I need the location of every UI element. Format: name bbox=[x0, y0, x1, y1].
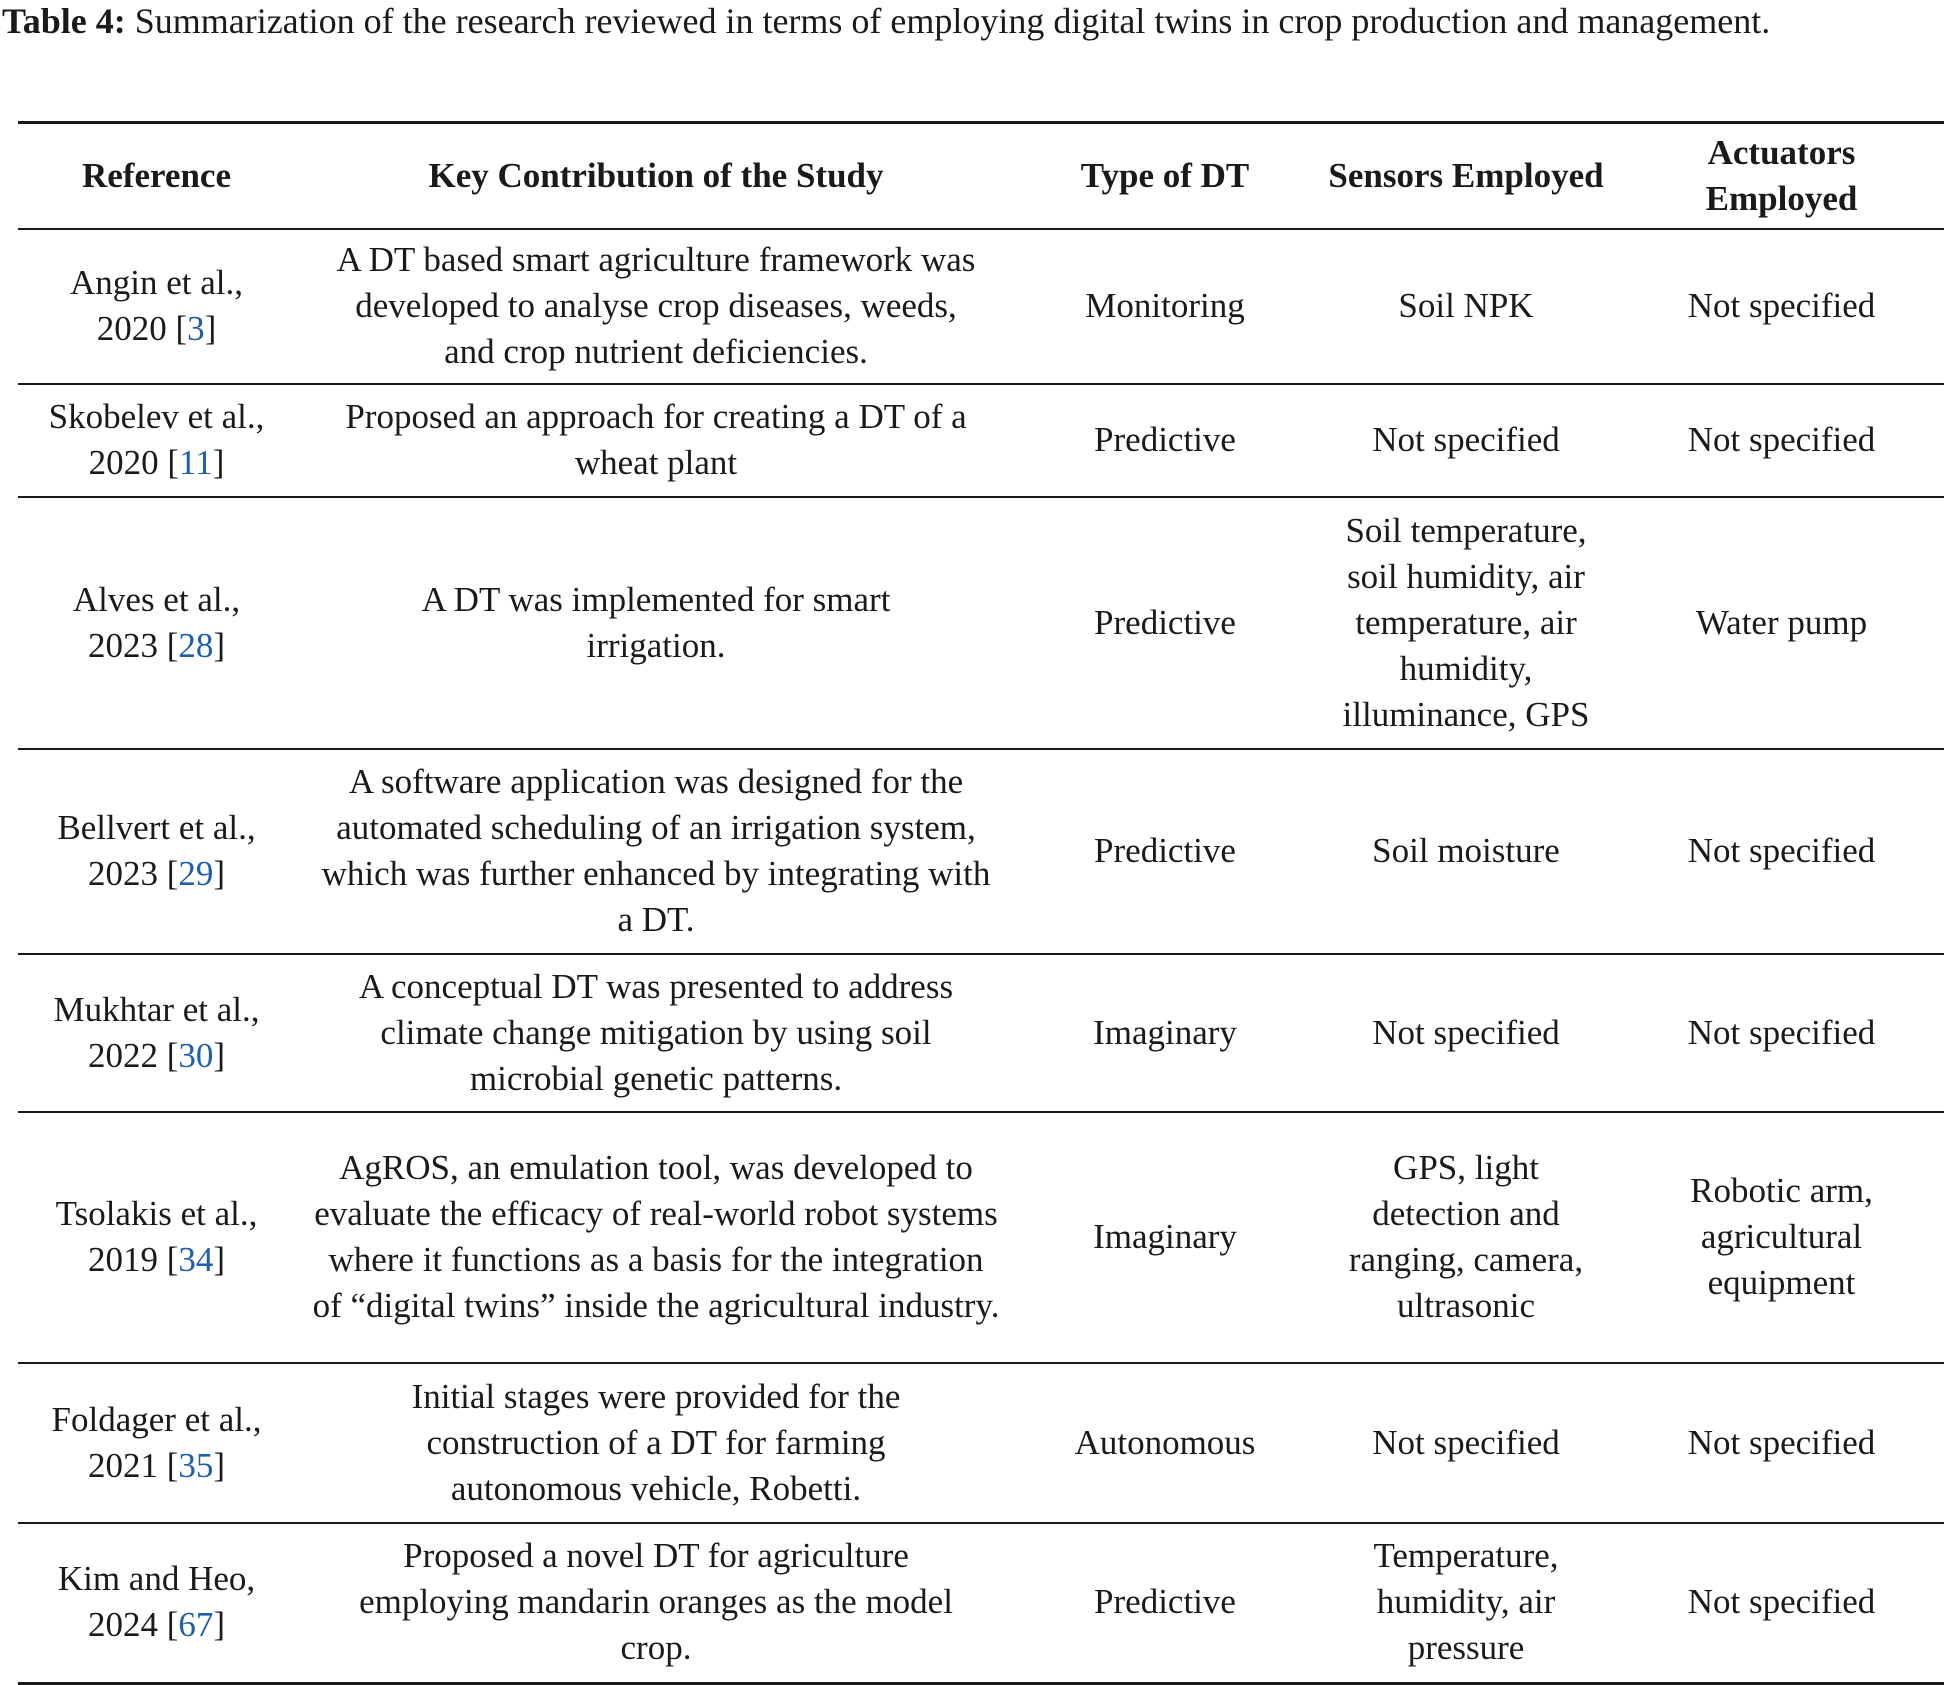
cell-key-contribution bbox=[295, 229, 1017, 384]
cell-actuators-employed bbox=[1619, 954, 1944, 1112]
sensors-text: Not specified bbox=[1372, 1422, 1560, 1462]
reference-year: 2019 bbox=[87, 1240, 158, 1279]
cell-key-contribution bbox=[295, 1523, 1017, 1683]
table-header-row bbox=[18, 123, 1944, 230]
sensors-text: Soil NPK bbox=[1398, 286, 1534, 325]
reference-year: 2023 bbox=[87, 854, 158, 893]
reference-year: 2021 bbox=[87, 1445, 158, 1485]
header-actuators-label: Actuators Employed bbox=[1705, 133, 1858, 218]
actuators-text: Not specified bbox=[1687, 1422, 1876, 1462]
table-caption bbox=[2, 0, 1952, 46]
cell-reference: Foldager et al., 2021 [35] bbox=[51, 1399, 262, 1485]
contribution-text: A DT was implemented for smart irrigation. bbox=[421, 579, 891, 665]
cell-sensors-employed bbox=[1313, 229, 1619, 384]
table-body bbox=[18, 229, 1944, 1683]
cell-actuators-employed bbox=[1619, 384, 1944, 497]
citation-link[interactable]: 67 bbox=[178, 1605, 214, 1645]
header-actuators-employed bbox=[1619, 123, 1944, 230]
actuators-text: Not specified bbox=[1687, 286, 1876, 325]
actuators-text: Not specified bbox=[1687, 420, 1876, 459]
sensors-text: Not specified bbox=[1372, 1012, 1560, 1052]
reference-authors: Angin et al., bbox=[69, 263, 244, 302]
table-row bbox=[18, 954, 1944, 1112]
reference-authors: Skobelev et al., bbox=[48, 397, 265, 436]
cell-key-contribution bbox=[295, 1112, 1017, 1363]
sensors-text: Temperature, humidity, air pressure bbox=[1373, 1536, 1559, 1668]
actuators-text: Water pump bbox=[1695, 602, 1868, 642]
contribution-text: A DT based smart agriculture framework was developed to analyse crop diseases, weeds, and crop nutrient deficiencies. bbox=[336, 240, 976, 371]
citation-link[interactable]: 34 bbox=[178, 1240, 214, 1279]
cell-actuators-employed bbox=[1619, 1112, 1944, 1363]
table-row bbox=[18, 384, 1944, 497]
reference-year: 2020 bbox=[88, 443, 159, 482]
caption-text: Summarization of the research reviewed in terms of employing digital twins in crop production and management. bbox=[125, 1, 1771, 41]
sensors-text: GPS, light detection and ranging, camera, ultrasonic bbox=[1348, 1148, 1584, 1325]
cell-actuators-employed bbox=[1619, 749, 1944, 954]
cell-type-of-dt: Monitoring bbox=[1085, 286, 1245, 325]
reference-authors: Bellvert et al., bbox=[57, 808, 256, 847]
citation-link[interactable]: 11 bbox=[179, 443, 213, 482]
actuators-text: Robotic arm, agricultural equipment bbox=[1690, 1171, 1873, 1302]
reference-authors: Foldager et al., bbox=[51, 1399, 262, 1439]
cell-reference: Tsolakis et al., 2019 [34] bbox=[55, 1194, 258, 1279]
citation-link[interactable]: 3 bbox=[187, 309, 205, 348]
actuators-text: Not specified bbox=[1687, 1582, 1876, 1622]
cell-key-contribution bbox=[295, 384, 1017, 497]
actuators-text: Not specified bbox=[1687, 831, 1876, 870]
cell-reference: Mukhtar et al., 2022 [30] bbox=[53, 989, 260, 1075]
header-type-of-dt: Type of DT bbox=[1080, 156, 1250, 195]
contribution-text: AgROS, an emulation tool, was developed to evaluate the efficacy of real-world robot systems where it functions as a basis for the integration of “digital twins” inside the agricultural industry. bbox=[312, 1148, 1000, 1325]
cell-actuators-employed bbox=[1619, 1523, 1944, 1683]
sensors-text: Soil temperature, soil humidity, air temperature, air humidity, illuminance, GPS bbox=[1342, 510, 1590, 734]
reference-authors: Kim and Heo, bbox=[57, 1559, 256, 1599]
table-row bbox=[18, 229, 1944, 384]
cell-sensors-employed bbox=[1313, 954, 1619, 1112]
summary-table-container bbox=[18, 121, 1944, 1685]
cell-actuators-employed bbox=[1619, 497, 1944, 749]
reference-year: 2020 bbox=[96, 309, 167, 348]
reference-authors: Tsolakis et al., bbox=[55, 1194, 258, 1233]
cell-type-of-dt: Imaginary bbox=[1093, 1012, 1237, 1052]
citation-link[interactable]: 30 bbox=[178, 1035, 214, 1075]
table-row bbox=[18, 1363, 1944, 1523]
cell-key-contribution bbox=[295, 1363, 1017, 1523]
table-row bbox=[18, 497, 1944, 749]
actuators-text: Not specified bbox=[1687, 1012, 1876, 1052]
cell-type-of-dt: Autonomous bbox=[1074, 1422, 1256, 1462]
cell-type-of-dt: Predictive bbox=[1094, 831, 1236, 870]
cell-type-of-dt: Predictive bbox=[1094, 602, 1236, 642]
cell-sensors-employed bbox=[1313, 1523, 1619, 1683]
citation-link[interactable]: 28 bbox=[178, 625, 214, 665]
cell-sensors-employed bbox=[1313, 497, 1619, 749]
cell-sensors-employed bbox=[1313, 384, 1619, 497]
table-row bbox=[18, 1523, 1944, 1683]
citation-link[interactable]: 29 bbox=[178, 854, 214, 893]
citation-link[interactable]: 35 bbox=[178, 1445, 214, 1485]
cell-sensors-employed bbox=[1313, 1363, 1619, 1523]
cell-key-contribution bbox=[295, 954, 1017, 1112]
cell-reference: Bellvert et al., 2023 [29] bbox=[57, 808, 256, 893]
header-sensors-employed: Sensors Employed bbox=[1328, 156, 1604, 195]
summary-table bbox=[18, 121, 1944, 1685]
table-row bbox=[18, 749, 1944, 954]
cell-type-of-dt: Imaginary bbox=[1093, 1217, 1237, 1256]
table-label: Table 4: bbox=[2, 1, 126, 41]
cell-key-contribution bbox=[295, 497, 1017, 749]
cell-sensors-employed bbox=[1313, 749, 1619, 954]
contribution-text: Initial stages were provided for the construction of a DT for farming autonomous vehicle, Robetti. bbox=[411, 1376, 901, 1508]
reference-authors: Alves et al., bbox=[72, 579, 241, 619]
cell-actuators-employed bbox=[1619, 1363, 1944, 1523]
cell-sensors-employed bbox=[1313, 1112, 1619, 1363]
header-key-contribution: Key Contribution of the Study bbox=[428, 156, 884, 195]
reference-authors: Mukhtar et al., bbox=[53, 989, 260, 1029]
reference-year: 2024 bbox=[87, 1605, 158, 1645]
sensors-text: Soil moisture bbox=[1372, 831, 1560, 870]
cell-key-contribution bbox=[295, 749, 1017, 954]
reference-year: 2022 bbox=[87, 1035, 158, 1075]
cell-type-of-dt: Predictive bbox=[1094, 420, 1236, 459]
cell-reference: Skobelev et al., 2020 [11] bbox=[48, 397, 265, 482]
cell-actuators-employed bbox=[1619, 229, 1944, 384]
cell-reference: Angin et al., 2020 [3] bbox=[69, 263, 244, 348]
reference-year: 2023 bbox=[87, 625, 158, 665]
contribution-text: A conceptual DT was presented to address climate change mitigation by using soil microbial genetic patterns. bbox=[358, 966, 954, 1098]
table-row bbox=[18, 1112, 1944, 1363]
contribution-text: Proposed a novel DT for agriculture employing mandarin oranges as the model crop. bbox=[359, 1536, 953, 1668]
contribution-text: Proposed an approach for creating a DT of a wheat plant bbox=[345, 397, 967, 482]
cell-reference: Alves et al., 2023 [28] bbox=[72, 579, 241, 665]
contribution-text: A software application was designed for the automated scheduling of an irrigation system, which was further enhanced by integrating with a DT. bbox=[321, 762, 991, 939]
cell-type-of-dt: Predictive bbox=[1094, 1582, 1236, 1622]
header-reference: Reference bbox=[82, 156, 231, 195]
cell-reference: Kim and Heo, 2024 [67] bbox=[57, 1559, 256, 1645]
sensors-text: Not specified bbox=[1372, 420, 1560, 459]
